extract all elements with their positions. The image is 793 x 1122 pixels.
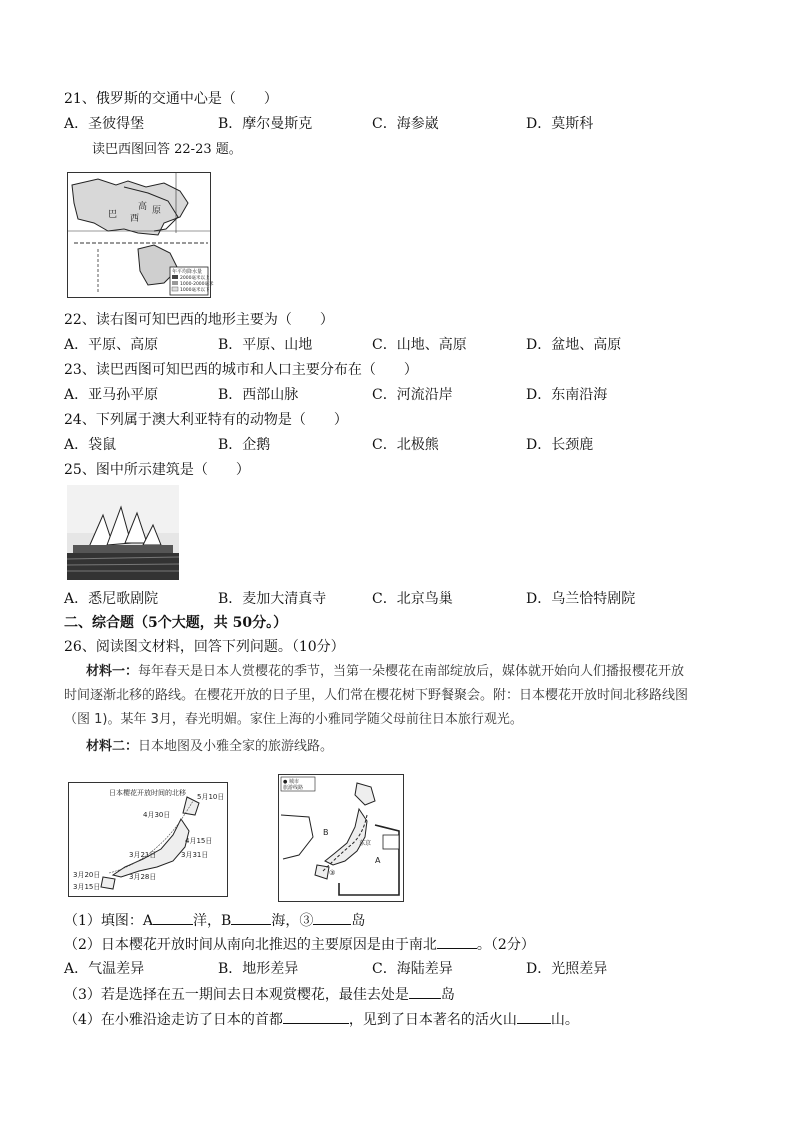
q26-part-3: （3）若是选择在五一期间去日本观赏樱花，最佳去处是 岛 <box>64 984 455 1005</box>
q25-stem: 25、图中所示建筑是（ ） <box>64 462 250 478</box>
q23-options <box>64 385 704 405</box>
blank-volcano[interactable] <box>517 1009 551 1024</box>
q24-options <box>64 435 704 455</box>
q21-options <box>64 114 704 134</box>
q24-stem: 24、下列属于澳大利亚特有的动物是（ ） <box>64 412 348 428</box>
sakura-date-5: 3月21日 <box>129 851 157 859</box>
brazil-legend-1: 2000毫米以上 <box>180 276 210 281</box>
q23-option-a[interactable]: A．亚马孙平原 <box>64 387 159 403</box>
blank-best-island[interactable] <box>409 984 441 999</box>
brazil-legend-title: 年平均降水量 <box>172 269 203 275</box>
blank-capital[interactable] <box>283 1009 349 1024</box>
q22-stem: 22、读右图可知巴西的地形主要为（ ） <box>64 312 334 328</box>
route-label-tokyo: 东京 <box>359 840 372 847</box>
material-1-label: 材料一： <box>86 664 139 679</box>
q22-options <box>64 335 704 355</box>
q23-option-d[interactable]: D．东南沿海 <box>526 387 608 403</box>
q26-option-d[interactable]: D．光照差异 <box>526 961 608 977</box>
q23-option-c[interactable]: C．河流沿岸 <box>372 387 453 403</box>
q26-option-c[interactable]: C．海陆差异 <box>372 961 453 977</box>
material-2-label: 材料二： <box>86 739 139 754</box>
route-label-b: B <box>323 828 329 837</box>
material-1-line-1: 材料一：每年春天是日本人赏樱花的季节，当第一朵樱花在南部绽放后，媒体就开始向人们播报樱花开放 <box>86 664 685 679</box>
blank-a-ocean[interactable] <box>153 910 193 925</box>
japan-route-map <box>278 774 404 902</box>
q22-option-a[interactable]: A．平原、高原 <box>64 337 159 353</box>
route-legend-city: ● 城市 <box>283 779 299 785</box>
material-1-line-2: 时间逐渐北移的路线。在樱花开放的日子里，人们常在樱花树下野餐聚会。附：日本樱花开放时间北移路线图 <box>64 688 689 703</box>
q25-option-b[interactable]: B．麦加大清真寺 <box>218 591 327 607</box>
sakura-date-3: 4月15日 <box>185 837 213 845</box>
q21-option-c[interactable]: C．海参崴 <box>372 116 439 132</box>
brazil-legend-3: 1000毫米以下 <box>180 288 210 293</box>
q24-option-c[interactable]: C．北极熊 <box>372 437 439 453</box>
q21-option-b[interactable]: B．摩尔曼斯克 <box>218 116 313 132</box>
sakura-date-6: 3月20日 <box>73 871 101 879</box>
q26-part-2: （2）日本樱花开放时间从南向北推迟的主要原因是由于南北 。（2分） <box>64 934 535 955</box>
q22-option-b[interactable]: B．平原、山地 <box>218 337 313 353</box>
q21-stem: 21、俄罗斯的交通中心是（ ） <box>64 91 278 107</box>
route-legend-route: 旅游线路 <box>283 785 304 791</box>
q21-option-d[interactable]: D．莫斯科 <box>526 116 594 132</box>
sakura-date-1: 5月10日 <box>197 793 225 801</box>
q26-option-a[interactable]: A．气温差异 <box>64 961 145 977</box>
route-label-3: ③ <box>329 869 336 877</box>
q25-option-c[interactable]: C．北京鸟巢 <box>372 591 453 607</box>
route-label-a: A <box>375 856 381 865</box>
sakura-date-8: 3月15日 <box>73 883 101 891</box>
q23-option-b[interactable]: B．西部山脉 <box>218 387 299 403</box>
sakura-map-title: 日本樱花开放时间的北移 <box>109 789 186 797</box>
q25-option-a[interactable]: A．悉尼歌剧院 <box>64 591 159 607</box>
blank-3-island[interactable] <box>313 910 351 925</box>
brazil-map <box>67 172 214 298</box>
q26-part-1: （1）填图：A 洋，B 海，③ 岛 <box>64 910 365 931</box>
q22-option-d[interactable]: D．盆地、高原 <box>526 337 622 353</box>
blank-reason[interactable] <box>437 934 477 949</box>
q25-options <box>64 589 704 609</box>
brazil-label-4: 原 <box>152 206 162 216</box>
japan-sakura-map <box>68 782 228 897</box>
q23-stem: 23、读巴西图可知巴西的城市和人口主要分布在（ ） <box>64 362 418 378</box>
q25-option-d[interactable]: D．乌兰恰特剧院 <box>526 591 636 607</box>
q26-stem: 26、阅读图文材料，回答下列问题。（10分） <box>64 639 345 655</box>
q24-option-b[interactable]: B．企鹅 <box>218 437 271 453</box>
brazil-label-1: 巴 <box>108 210 118 220</box>
intro-22-23: 读巴西图回答 22-23 题。 <box>92 142 242 157</box>
q26-option-b[interactable]: B．地形差异 <box>218 961 299 977</box>
q26-part-4: （4）在小雅沿途走访了日本的首都 ，见到了日本著名的活火山 山。 <box>64 1009 579 1030</box>
sakura-date-4: 3月31日 <box>181 851 209 859</box>
q24-option-d[interactable]: D．长颈鹿 <box>526 437 594 453</box>
q24-option-a[interactable]: A．袋鼠 <box>64 437 117 453</box>
brazil-label-3: 高 <box>138 202 148 212</box>
q22-option-c[interactable]: C．山地、高原 <box>372 337 467 353</box>
sakura-date-2: 4月30日 <box>143 811 171 819</box>
material-2-line: 材料二：日本地图及小雅全家的旅游线路。 <box>86 739 334 754</box>
q26-part-2-options <box>64 959 704 979</box>
sakura-date-7: 3月28日 <box>129 873 157 881</box>
q21-option-a[interactable]: A．圣彼得堡 <box>64 116 145 132</box>
blank-b-sea[interactable] <box>231 910 271 925</box>
section-2-title: 二、综合题（5个大题，共 50分。） <box>64 615 288 631</box>
brazil-legend-2: 1000-2000毫米 <box>180 282 214 287</box>
material-1-line-3: （图 1)。某年 3月，春光明媚。家住上海的小雅同学随父母前往日本旅行观光。 <box>64 712 523 727</box>
sydney-opera-house-photo <box>67 485 179 580</box>
brazil-label-2: 西 <box>130 214 140 224</box>
